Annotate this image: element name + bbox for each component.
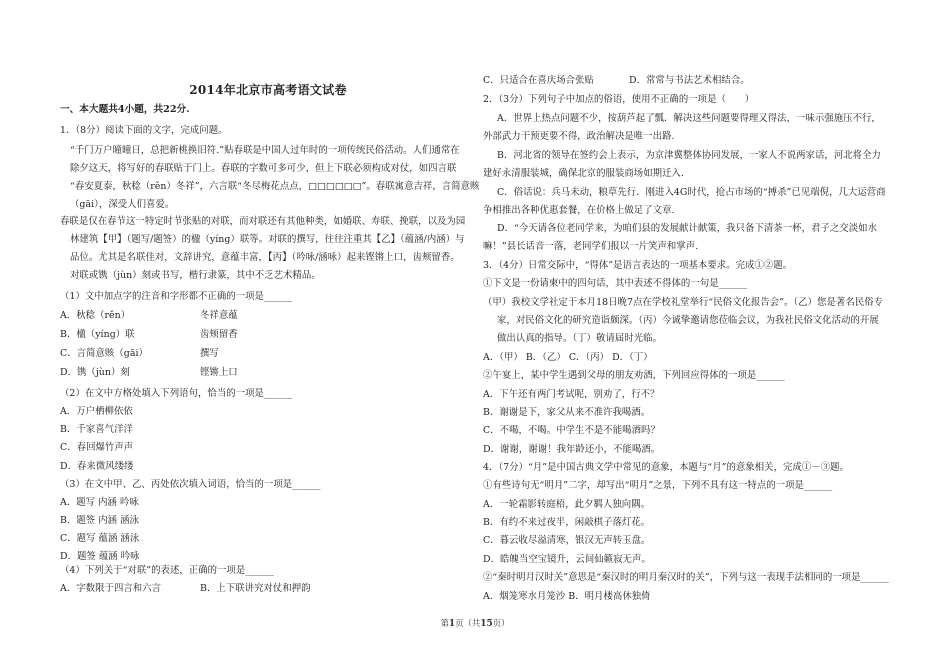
option-right: 冬祥意蕴 bbox=[200, 310, 238, 321]
doc-title: 2014年北京市高考语文试卷 bbox=[189, 83, 347, 97]
page-footer bbox=[0, 617, 950, 629]
question-line: C．俗话说：兵马未动，粮草先行．刚进入4G时代，抢占市场的“搏杀”已见端倪，几大运营商 bbox=[497, 187, 886, 198]
question-line: ②“秦时明月汉时关”意思是“秦汉时的明月秦汉时的关”，下列与这一表现手法相同的一项是______ bbox=[483, 572, 889, 583]
passage-line: 品位。尤其是名联佳对，文辞讲究，意蕴丰富，【丙】（吟咏/涵咏）起来铿锵上口，齿颊留香。 bbox=[70, 252, 460, 263]
question-line: 家，对民俗文化的研究造诣颇深。（丙）今诚挚邀请您莅临会议，为我社民俗文化活动的开展 bbox=[497, 315, 879, 326]
question-line: 嘛！”县长话音一落，老同学们报以一片笑声和掌声. bbox=[483, 241, 699, 252]
option: B．千家喜气洋洋 bbox=[60, 424, 133, 435]
passage-line: “千门万户曈曈日，总把新桃换旧符.”贴春联是中国人过年时的一项传统民俗活动。人们通常在 bbox=[70, 145, 460, 156]
option: D．题签 蕴涵 吟咏 bbox=[60, 551, 140, 562]
question-line: （甲）我校文学社定于本月18日晚7点在学校礼堂举行“民俗文化报告会”。（乙）您是著名民俗专 bbox=[483, 297, 884, 308]
section-heading: 一、本大题共4小题，共22分. bbox=[60, 104, 190, 115]
question-line: 做出认真的指导。（丁）敬请届时光临。 bbox=[497, 333, 662, 344]
question-line: 建好永清服装城，确保北京的服装商场如期迁入. bbox=[483, 168, 684, 179]
option-right: 撰写 bbox=[200, 348, 219, 359]
q1-sub4-stem: （4）下列关于“对联”的表述，正确的一项是______ bbox=[60, 565, 274, 576]
option: A．万户栖柳依依 bbox=[60, 406, 133, 417]
question-line: ①下文是一份请柬中的四句话，其中表述不得体的一句是______ bbox=[483, 278, 748, 289]
question-line: 4．（7分）“月”是中国古典文学中常见的意象，本题与“月”的意象相关，完成①－③题。 bbox=[483, 462, 850, 473]
passage-line: “春安夏泰，秋稔（rěn）冬祥”，六言联“冬尽梅花点点，□□□□□□”。春联寓意吉祥，言简意赅 bbox=[70, 181, 480, 192]
passage-line: 对联或镌（jùn）刻或书写，楷行隶篆，其中不乏艺术精品。 bbox=[70, 270, 321, 281]
question-line: ①有些诗句无“明月”二字，却写出“明月”之景，下列不具有这一特点的一项是______ bbox=[483, 480, 833, 491]
question-line-extra: D．常常与书法艺术相结合。 bbox=[629, 75, 750, 86]
question-line: ②午宴上，某中学生遇到父母的朋友劝酒，下列回应得体的一项是______ bbox=[483, 370, 785, 381]
q1-sub4-option-b: B．上下联讲究对仗和押韵 bbox=[200, 583, 311, 594]
question-line: 争相推出各种优惠套餐，在价格上做足了文章. bbox=[483, 205, 675, 216]
option-left: B．楹（yíng）联 bbox=[60, 329, 135, 340]
footer-prefix: 第 bbox=[440, 618, 449, 628]
question-line: C．只适合在喜庆场合张贴 bbox=[483, 75, 594, 86]
question-line: D．谢谢，谢谢！我年龄还小，不能喝酒。 bbox=[483, 444, 661, 455]
question-line: B．有约不来过夜半，闲敲棋子落灯花。 bbox=[483, 517, 651, 528]
option: C．春回爆竹声声 bbox=[60, 442, 134, 453]
footer-suffix: 页） bbox=[492, 618, 510, 628]
option-right: 齿颊留香 bbox=[200, 329, 238, 340]
question-line: A．世界上热点问题不少，按葫芦起了瓢．解决这些问题要得理又得法，一味示强施压不行， bbox=[497, 113, 881, 124]
passage-line: 除夕这天，将写好的春联贴于门上。春联的字数可多可少，但上下联必须构成对仗，如四言联 bbox=[70, 163, 457, 174]
question-line: B．河北省的领导在签约会上表示，为京津冀整体协同发展，一家人不说两家话，河北将全力 bbox=[497, 150, 881, 161]
option-left: A．秋稔（rěn） bbox=[60, 310, 131, 321]
question-line: D．“今天请各位老同学来，为咱们县的发展献计献策，我只备下清茶一杯，君子之交淡如水 bbox=[497, 223, 877, 234]
question-line: D．皓魄当空宝镜升，云间仙籁寂无声。 bbox=[483, 554, 651, 565]
option: C．题写 蕴涵 涵泳 bbox=[60, 533, 140, 544]
question-line: A．（甲） B．（乙） C．（丙） D．（丁） bbox=[483, 352, 653, 363]
question-line: A．烟笼寒水月笼沙 B．明月楼高休独倚 bbox=[483, 591, 651, 602]
question-line: A．下午还有两门考试呢，别劝了，行不？ bbox=[483, 389, 660, 400]
q1-sub3-stem: （3）在文中甲、乙、丙处依次填入词语，恰当的一项是______ bbox=[60, 479, 321, 490]
q1-sub2-stem: （2）在文中方格处填入下列语句，恰当的一项是______ bbox=[60, 388, 293, 399]
option: B．题签 内涵 涵泳 bbox=[60, 515, 139, 526]
option: D．春来微风缕缕 bbox=[60, 461, 134, 472]
footer-total-pages: 15 bbox=[480, 619, 493, 629]
footer-page-number: 1 bbox=[448, 619, 456, 629]
option-left: D．镌（jùn）刻 bbox=[60, 367, 130, 378]
passage-line: 春联是仅在春节这一特定时节张贴的对联，而对联还有其他种类，如婚联、寿联、挽联，以及为园 bbox=[60, 216, 466, 227]
question-line: C．暮云收尽溢清寒，银汉无声转玉盘。 bbox=[483, 535, 651, 546]
option-right: 铿锵上口 bbox=[200, 367, 238, 378]
question-line: A．一轮霜影转庭梧，此夕羁人独向隅。 bbox=[483, 499, 651, 510]
option-left: C．言简意赅（gāi） bbox=[60, 348, 148, 359]
passage-line: 1．（8分）阅读下面的文字，完成问题。 bbox=[60, 125, 228, 136]
footer-mid: 页（共 bbox=[455, 618, 481, 628]
q1-sub1-stem: （1）文中加点字的注音和字形都不正确的一项是______ bbox=[60, 291, 293, 302]
passage-line: （gāi），深受人们喜爱。 bbox=[70, 199, 175, 210]
option: A．题写 内涵 吟咏 bbox=[60, 497, 139, 508]
q1-sub4-option-a: A．字数限于四言和六言 bbox=[60, 583, 162, 594]
question-line: B．谢谢是下，家父从来不准许我喝酒。 bbox=[483, 407, 651, 418]
question-line: C．不喝，不喝。中学生不是不能喝酒吗？ bbox=[483, 425, 660, 436]
question-line: 2．（3分）下列句子中加点的俗语，使用不正确的一项是（ ） bbox=[483, 94, 755, 105]
question-line: 3．（4分）日常交际中，“得体”是语言表达的一项基本要求。完成①②题。 bbox=[483, 260, 793, 271]
question-line: 外部武力干预更要不得，政治解决是唯一出路. bbox=[483, 131, 675, 142]
passage-line: 林建筑【甲】（题写/题签）的楹（yíng）联等。对联的撰写，往往注重其【乙】（蕴涵/内涵）与 bbox=[70, 234, 465, 245]
